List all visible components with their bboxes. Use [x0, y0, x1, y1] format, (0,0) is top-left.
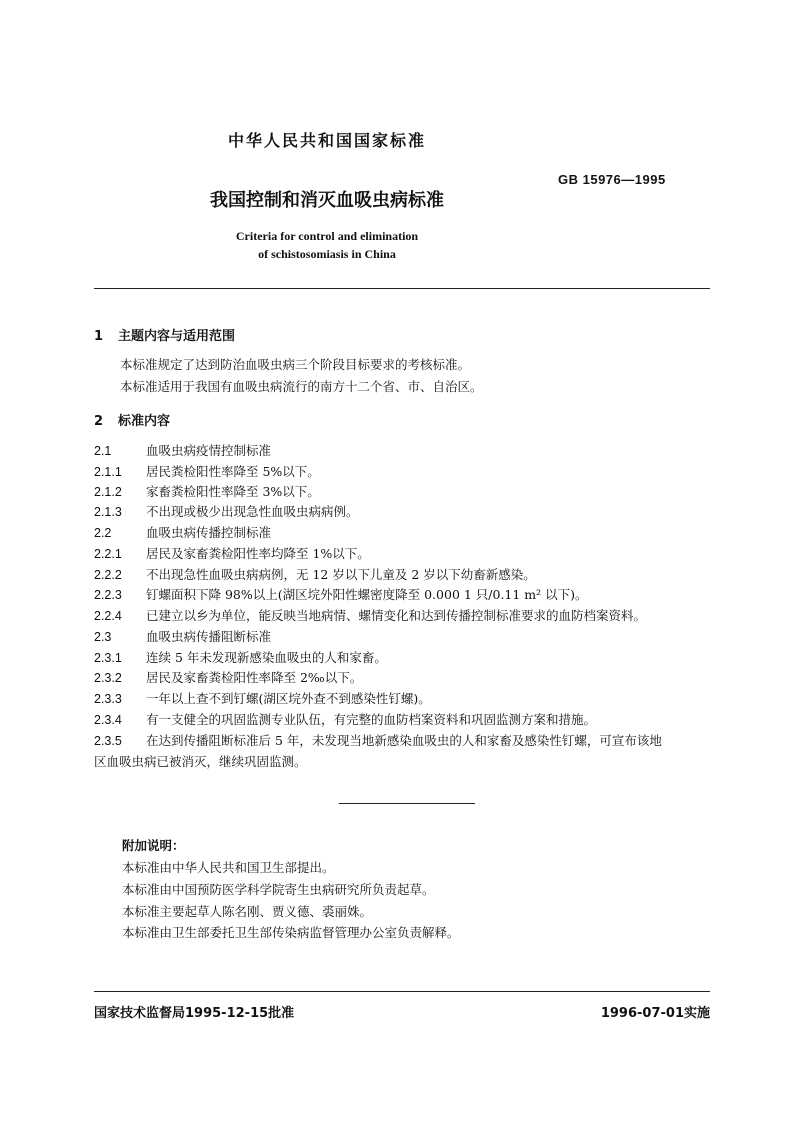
clause — [94, 710, 596, 728]
clause — [94, 441, 271, 459]
clause-number: 2.2.1 — [94, 547, 122, 561]
clause — [94, 544, 370, 562]
clause-number: 2.1.2 — [94, 485, 122, 499]
clause-text: 家畜粪检阳性率降至 3%以下。 — [146, 484, 320, 499]
clause — [94, 668, 362, 686]
scope-paragraph-1: 本标准规定了达到防治血吸虫病三个阶段目标要求的考核标准。 — [120, 357, 471, 372]
clause-number: 2.2.2 — [94, 568, 122, 582]
clause-continuation: 区血吸虫病已被消灭，继续巩固监测。 — [94, 754, 307, 769]
footer-divider — [94, 991, 710, 992]
section-title: 标准内容 — [118, 414, 171, 429]
standard-code: GB 15976—1995 — [558, 172, 666, 187]
clause-number: 2.1.1 — [94, 465, 122, 479]
scope-paragraph-2: 本标准适用于我国有血吸虫病流行的南方十二个省、市、自治区。 — [120, 379, 483, 394]
clause — [94, 627, 271, 645]
clause-number: 2.3.1 — [94, 651, 122, 665]
section-1-heading — [94, 325, 235, 344]
clause-text: 血吸虫病疫情控制标准 — [146, 443, 272, 458]
english-title-line-1: Criteria for control and elimination — [235, 229, 419, 243]
clause-text: 已建立以乡为单位，能反映当地病情、螺情变化和达到传播控制标准要求的血防档案资料。 — [146, 608, 647, 623]
clause — [94, 606, 646, 624]
clause-text: 居民粪检阳性率降至 5%以下。 — [146, 464, 320, 479]
clause — [94, 523, 271, 541]
clause — [94, 731, 662, 749]
effective-date: 1996-07-01实施 — [600, 1006, 710, 1021]
clause-number: 2.3.3 — [94, 692, 122, 706]
section-end-divider — [339, 803, 475, 804]
section-number: 2 — [94, 414, 104, 429]
notes-heading: 附加说明： — [122, 838, 185, 853]
clause-number: 2.2.3 — [94, 588, 122, 602]
clause-text: 血吸虫病传播控制标准 — [146, 525, 272, 540]
note-line: 本标准由卫生部委托卫生部传染病监督管理办公室负责解释。 — [122, 925, 460, 940]
clause — [94, 502, 359, 520]
clause — [94, 482, 320, 500]
clause-number: 2.2.4 — [94, 609, 122, 623]
document-title: 我国控制和消灭血吸虫病标准 — [210, 190, 444, 211]
section-number: 1 — [94, 329, 104, 344]
clause-number: 2.3 — [94, 630, 112, 644]
clause-text: 居民及家畜粪检阳性率降至 2‰以下。 — [146, 670, 363, 685]
note-line: 本标准由中华人民共和国卫生部提出。 — [122, 860, 335, 875]
clause-text: 居民及家畜粪检阳性率均降至 1%以下。 — [146, 546, 370, 561]
clause — [94, 565, 536, 583]
clause-number: 2.1 — [94, 444, 112, 458]
section-title: 主题内容与适用范围 — [118, 329, 236, 344]
note-line: 本标准主要起草人陈名刚、贾义德、裘丽姝。 — [122, 904, 373, 919]
clause-number: 2.3.4 — [94, 713, 122, 727]
clause — [94, 689, 431, 707]
clause-text: 连续 5 年未发现新感染血吸虫的人和家畜。 — [146, 650, 387, 665]
header-divider — [94, 288, 710, 289]
clause-number: 2.1.3 — [94, 505, 122, 519]
issuing-authority: 中华人民共和国国家标准 — [227, 131, 426, 150]
clause-number: 2.2 — [94, 526, 112, 540]
clause-text: 钉螺面积下降 98%以上(湖区垸外阳性螺密度降至 0.000 1 只/0.11 m² 以下)。 — [146, 587, 588, 602]
clause — [94, 462, 320, 480]
clause — [94, 648, 387, 666]
clause-text: 一年以上查不到钉螺(湖区垸外查不到感染性钉螺)。 — [146, 691, 431, 706]
section-2-heading — [94, 410, 170, 429]
clause-text: 不出现急性血吸虫病病例，无 12 岁以下儿童及 2 岁以下幼畜新感染。 — [146, 567, 536, 582]
approval-date: 国家技术监督局1995-12-15批准 — [94, 1006, 295, 1021]
clause-number: 2.3.5 — [94, 734, 122, 748]
english-title-line-2: of schistosomiasis in China — [258, 247, 396, 261]
clause-text: 血吸虫病传播阻断标准 — [146, 629, 272, 644]
clause-text: 不出现或极少出现急性血吸虫病病例。 — [146, 504, 359, 519]
clause — [94, 585, 588, 603]
note-line: 本标准由中国预防医学科学院寄生虫病研究所负责起草。 — [122, 882, 435, 897]
clause-text: 在达到传播阻断标准后 5 年，未发现当地新感染血吸虫的人和家畜及感染性钉螺，可宣布该地 — [146, 733, 662, 748]
clause-number: 2.3.2 — [94, 671, 122, 685]
clause-text: 有一支健全的巩固监测专业队伍，有完整的血防档案资料和巩固监测方案和措施。 — [146, 712, 597, 727]
